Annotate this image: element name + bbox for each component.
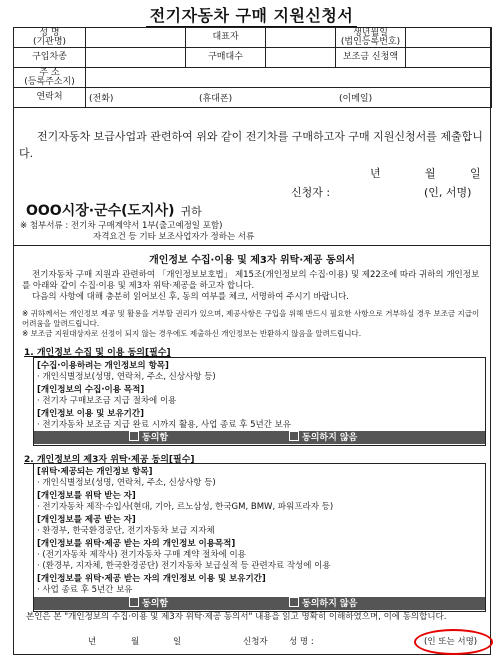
section2-item2-heading: [개인정보를 위탁 받는 자] (37, 491, 136, 501)
applicant-signature-mark[interactable]: (인, 서명) (424, 186, 472, 199)
consent-note-2: ※ 보조금 지원대상자로 선정이 되지 않는 경우에도 제출하신 개인정보는 반환하지 않음을 알려드립니다. (22, 329, 362, 338)
section1-item1-heading: [수집·이용하려는 개인정보의 항목] (37, 361, 169, 371)
section2-heading: 2. 개인정보의 제3자 위탁·제공 동의[필수] (24, 455, 195, 465)
statement-text: 전기자동차 보급사업과 관련하여 위와 같이 전기차를 구매하고자 구매 지원신청서를 제출합니다. (19, 130, 483, 160)
email-field[interactable]: (이메일) (339, 94, 373, 104)
section2-disagree-option[interactable]: 동의하지 않음 (289, 597, 357, 611)
section2-item1-text: · 개인식별정보(성명, 연락처, 주소, 신상사항 등) (37, 478, 216, 488)
footer-day: 일 (173, 637, 182, 647)
section2-agree-option[interactable]: 동의함 (129, 597, 168, 611)
footer-year: 년 (88, 637, 97, 647)
section2-item5-heading: [개인정보를 위탁·제공 받는 자의 개인정보 이용 및 보유기간] (37, 574, 266, 584)
consent-notes (22, 309, 484, 339)
date-day: 일 (470, 167, 481, 180)
address-field[interactable] (86, 68, 492, 88)
recipient-name: OOO시장·군수(도지사) (26, 203, 175, 219)
mobile-field[interactable]: (휴대폰) (199, 94, 233, 104)
date-month: 월 (425, 167, 436, 180)
car-type-label: 구입차종 (14, 48, 86, 68)
section1-agree-checkbox[interactable] (129, 431, 139, 441)
footer-signature-mark[interactable]: (인 또는 서명) (424, 637, 478, 647)
consent-closing-statement: 본인은 본 "개인정보의 수집·이용 및 제3자 위탁·제공 동의서" 내용을 읽고 명확히 이해하였으며, 이에 동의합니다. (26, 612, 447, 622)
section1-agree-option[interactable]: 동의함 (129, 431, 168, 445)
form-title: 전기자동차 구매 지원신청서 (0, 3, 503, 26)
subsidy-amount-label: 보조금 신청액 (336, 48, 406, 68)
section2-item2-text: · 전기자동차 제작·수입사(현대, 기아, 르노삼성, 한국GM, BMW, 파워프라자 등) (37, 502, 334, 512)
attachments-line-2: 자격요건 등 기타 보조사업자가 정하는 서류 (93, 232, 255, 242)
recipient (26, 200, 202, 220)
section2-item1-heading: [위탁·제공되는 개인정보 항목] (37, 467, 153, 477)
attachments-line-1: ※ 첨부서류 : 전기차 구매계약서 1부(출고예정일 포함) (20, 221, 223, 231)
section1-item2-text: · 전기자 구매보조금 지급 절차에 이용 (37, 396, 177, 406)
section2-item3-heading: [개인정보를 제공 받는 자] (37, 515, 136, 525)
section1-agreement-bar (34, 431, 485, 444)
subsidy-amount-field[interactable] (406, 48, 492, 68)
section2-item4-text-2: · (환경부, 지자체, 한국환경공단) 전기자동차 보급실적 등 관련자료 작성에 이용 (37, 561, 331, 571)
consent-intro-1: 전기자동차 구매 지원과 관련하여 「개인정보보호법」 제15조(개인정보의 수집·이용) 및 제22조에 따라 귀하의 개인정보를 아래와 같이 수집·이용 및 제3자 위탁·제공을 하고자 합니다. (22, 270, 480, 291)
consent-title: 개인정보 수집·이용 및 제3자 위탁·제공 동의서 (149, 255, 355, 266)
divider (13, 245, 491, 246)
footer-applicant-label: 신청자 (243, 637, 268, 647)
signature-highlight-oval (414, 629, 493, 655)
footer-name-label: 성 명 : (289, 637, 314, 647)
section2-disagree-checkbox[interactable] (289, 597, 299, 607)
recipient-suffix: 귀하 (180, 205, 202, 218)
quantity-field[interactable] (266, 48, 336, 68)
section2-item3-text: · 환경부, 한국환경공단, 전기자동차 보급 지자체 (37, 526, 215, 536)
applicant-signature-label: 신청자 : (291, 186, 331, 199)
section2-agreement-bar (34, 597, 485, 610)
section1-item3-text: · 전기자동차 보조금 지급 완료 시까지 활용, 사업 종료 후 5년간 보유 (37, 420, 292, 430)
section1-disagree-option[interactable]: 동의하지 않음 (289, 431, 357, 445)
dob-label: 생년월일 (법인등록번호) (336, 28, 406, 48)
dob-field[interactable] (406, 28, 492, 48)
name-field[interactable] (86, 28, 186, 48)
contact-fields (86, 88, 492, 108)
quantity-label: 구매대수 (186, 48, 266, 68)
consent-note-1: ※ 귀하께서는 개인정보 제공 및 활용을 거부할 권리가 있으며, 제공사항은 구입을 위해 반드시 필요한 사항으로 거부하실 경우 보조금 지급이 어려움을 알려드립니다. (22, 309, 480, 328)
representative-field[interactable] (266, 28, 336, 48)
section1-item3-heading: [개인정보 이용 및 보유기간] (37, 409, 144, 419)
applicant-info-table (13, 27, 492, 108)
date-year: 년 (370, 167, 381, 180)
section1-disagree-checkbox[interactable] (289, 431, 299, 441)
consent-intro-2: 다음의 사항에 대해 충분히 읽어보신 후, 동의 여부를 체크, 서명하여 주시기 바랍니다. (32, 292, 350, 302)
car-type-field[interactable] (86, 48, 186, 68)
phone-field[interactable]: (전화) (89, 94, 114, 104)
section1-item2-heading: [개인정보의 수집·이용 목적] (37, 385, 145, 395)
consent-intro (22, 270, 484, 303)
section2-item4-text: · (전기자동차 제작사) 전기자동차 구매 계약 절차에 이용 (37, 550, 246, 560)
section2-agree-checkbox[interactable] (129, 597, 139, 607)
section1-box (33, 357, 486, 446)
section2-item5-text: · 사업 종료 후 5년간 보유 (37, 585, 133, 595)
contact-label: 연락처 (14, 88, 86, 108)
section1-item1-text: · 개인식별정보(성명, 연락처, 주소, 신상사항 등) (37, 372, 216, 382)
representative-label: 대표자 (186, 28, 266, 48)
footer-month: 월 (131, 637, 140, 647)
name-label: 성 명 (기관명) (14, 28, 86, 48)
section2-box (33, 463, 486, 612)
section1-heading: 1. 개인정보 수집 및 이용 동의[필수] (24, 348, 171, 358)
address-label: 주 소 (등록주소지) (14, 68, 86, 88)
section2-item4-heading: [개인정보를 위탁·제공 받는 자의 개인정보 이용목적] (37, 539, 236, 549)
